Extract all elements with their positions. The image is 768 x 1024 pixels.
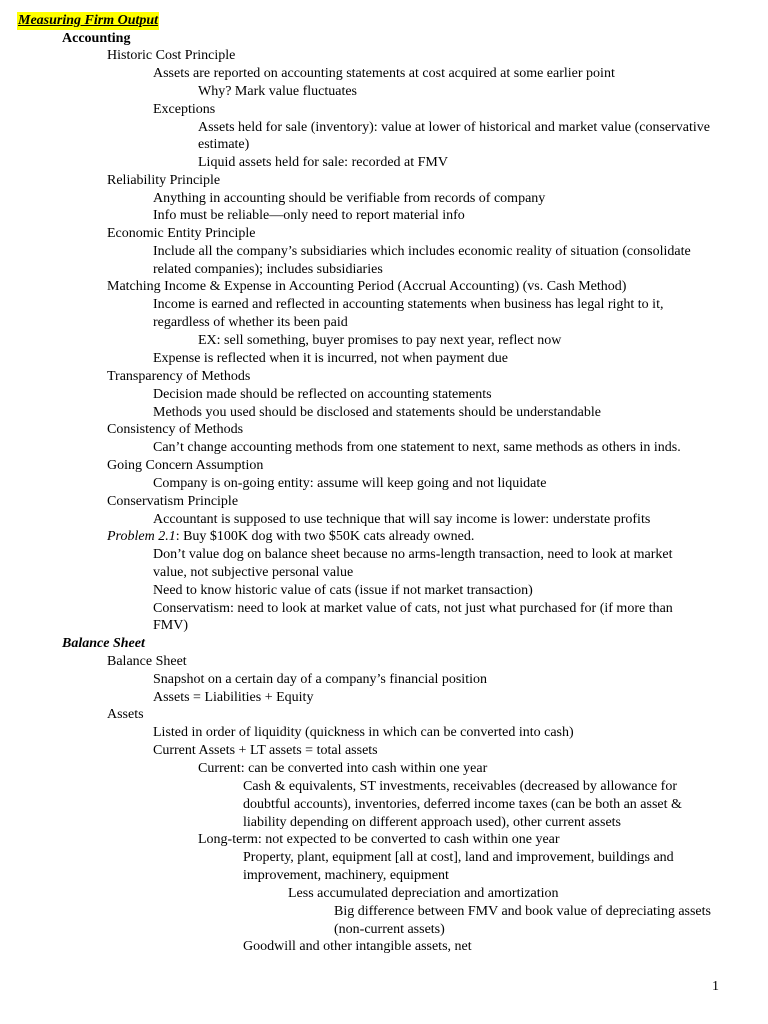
outline-text: Liquid assets held for sale: recorded at FMV xyxy=(198,155,448,170)
outline-text: Matching Income & Expense in Accounting Period (Accrual Accounting) (vs. Cash Method) xyxy=(107,279,627,294)
outline-text: Big difference between FMV and book value of depreciating assets xyxy=(334,904,711,919)
outline-text: Economic Entity Principle xyxy=(107,226,256,241)
page-number: 1 xyxy=(712,979,719,994)
outline-text: doubtful accounts), inventories, deferred income taxes (can be both an asset & xyxy=(243,797,682,812)
outline-text: Transparency of Methods xyxy=(107,369,251,384)
problem-text: : Buy $100K dog with two $50K cats already owned. xyxy=(175,529,475,544)
outline-text: Current: can be converted into cash within one year xyxy=(198,761,488,776)
outline-text: Long-term: not expected to be converted to cash within one year xyxy=(198,832,560,847)
outline-text: Listed in order of liquidity (quickness in which can be converted into cash) xyxy=(153,725,574,740)
outline-text: value, not subjective personal value xyxy=(153,565,354,580)
outline-text: Assets xyxy=(107,707,144,722)
page-title: Measuring Firm Output xyxy=(18,13,159,28)
outline-text: Historic Cost Principle xyxy=(107,48,236,63)
outline-text: regardless of whether its been paid xyxy=(153,315,348,330)
outline-text: Info must be reliable—only need to report material info xyxy=(153,208,465,223)
outline-text: Consistency of Methods xyxy=(107,422,244,437)
outline-text: Snapshot on a certain day of a company’s financial position xyxy=(153,672,487,687)
outline-text: Current Assets + LT assets = total assets xyxy=(153,743,378,758)
outline-text: Assets held for sale (inventory): value at lower of historical and market value (conservative xyxy=(198,120,710,135)
outline-text: Balance Sheet xyxy=(62,636,145,651)
outline-text: Expense is reflected when it is incurred, not when payment due xyxy=(153,351,508,366)
outline-text: Decision made should be reflected on accounting statements xyxy=(153,387,492,402)
outline-text: Income is earned and reflected in accounting statements when business has legal right to it, xyxy=(153,297,664,312)
outline-text: Anything in accounting should be verifiable from records of company xyxy=(153,191,546,206)
outline-text: related companies); includes subsidiaries xyxy=(153,262,383,277)
outline-text: Assets = Liabilities + Equity xyxy=(153,690,314,705)
outline-text: Accountant is supposed to use technique that will say income is lower: understate profits xyxy=(153,512,651,527)
outline-text: Can’t change accounting methods from one statement to next, same methods as others in inds. xyxy=(153,440,681,455)
outline-text: Cash & equivalents, ST investments, receivables (decreased by allowance for xyxy=(243,779,677,794)
outline-text: Why? Mark value fluctuates xyxy=(198,84,357,99)
outline-text: Conservatism Principle xyxy=(107,494,239,509)
outline-text: (non-current assets) xyxy=(334,922,445,937)
problem-reference: Problem 2.1 xyxy=(107,529,176,544)
outline-text: liability depending on different approach used), other current assets xyxy=(243,815,622,830)
outline-text: Company is on-going entity: assume will keep going and not liquidate xyxy=(153,476,547,491)
outline-text: FMV) xyxy=(153,618,189,633)
outline-text: Assets are reported on accounting statements at cost acquired at some earlier point xyxy=(153,66,615,81)
outline-text: Methods you used should be disclosed and statements should be understandable xyxy=(153,405,601,420)
outline-text: Balance Sheet xyxy=(107,654,187,669)
outline-text: improvement, machinery, equipment xyxy=(243,868,449,883)
outline-text: Goodwill and other intangible assets, net xyxy=(243,939,472,954)
outline-text: Less accumulated depreciation and amortization xyxy=(288,886,559,901)
outline-text: Include all the company’s subsidiaries which includes economic reality of situation (consolidate xyxy=(153,244,691,259)
outline-text: Accounting xyxy=(62,31,131,46)
outline-text: estimate) xyxy=(198,137,250,152)
outline-text: Exceptions xyxy=(153,102,216,117)
outline-text xyxy=(107,528,474,546)
outline-text: Don’t value dog on balance sheet because no arms-length transaction, need to look at market xyxy=(153,547,673,562)
outline-text: Property, plant, equipment [all at cost], land and improvement, buildings and xyxy=(243,850,674,865)
outline-text: Need to know historic value of cats (issue if not market transaction) xyxy=(153,583,533,598)
outline-text: EX: sell something, buyer promises to pay next year, reflect now xyxy=(198,333,562,348)
outline-text: Conservatism: need to look at market value of cats, not just what purchased for (if more than xyxy=(153,601,673,616)
outline-text: Going Concern Assumption xyxy=(107,458,264,473)
outline-text: Reliability Principle xyxy=(107,173,221,188)
